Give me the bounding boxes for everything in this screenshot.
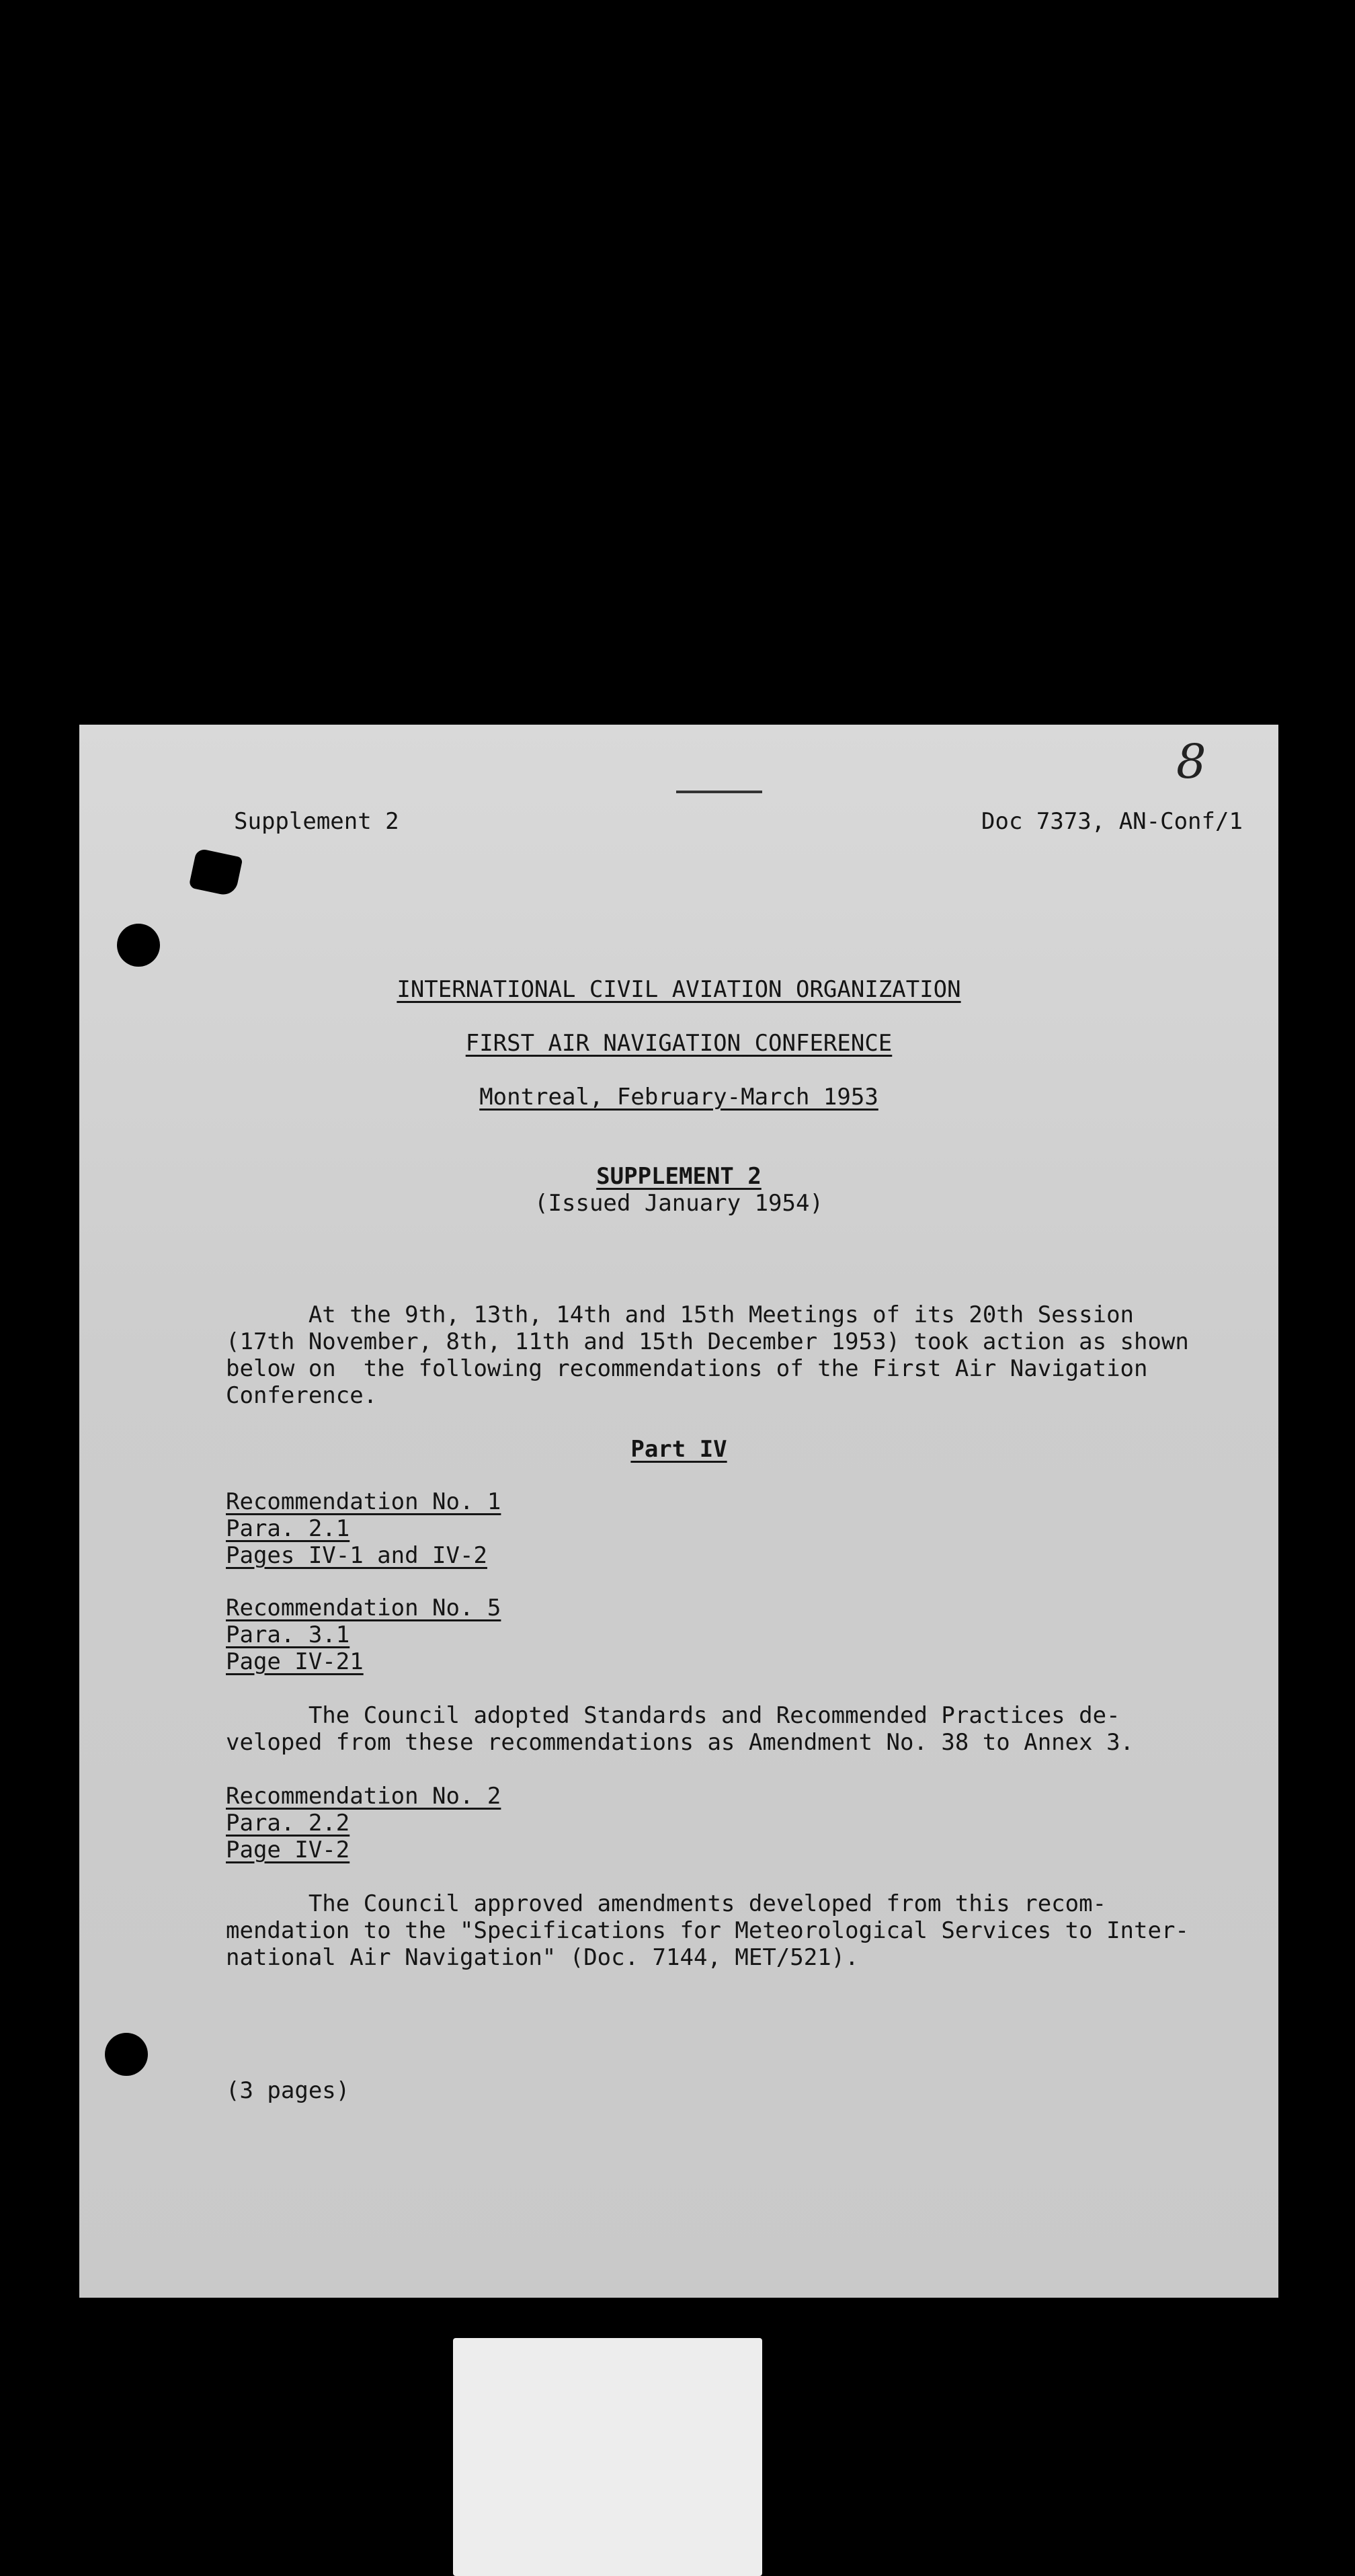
recommendation-group-3: [226, 1783, 501, 1863]
microfilm-target-card: [453, 2338, 762, 2576]
handwritten-page-number: 8: [1176, 734, 1206, 789]
recommendation-group-1: [226, 1488, 501, 1569]
recommendation-pages: Pages IV-1 and IV-2: [226, 1542, 487, 1569]
action-line: mendation to the "Specifications for Meteorological Services to Inter-: [226, 1917, 1189, 1944]
recommendation-para: Para. 2.1: [226, 1515, 350, 1542]
page-count: (3 pages): [226, 2077, 350, 2104]
recommendation-pages: Page IV-2: [226, 1837, 350, 1863]
top-dash-mark: [676, 791, 762, 793]
recommendation-title: Recommendation No. 2: [226, 1783, 501, 1810]
action-line: national Air Navigation" (Doc. 7144, MET/521).: [226, 1944, 859, 1971]
header-right: Doc 7373, AN-Conf/1: [981, 808, 1243, 835]
intro-line: Conference.: [226, 1382, 378, 1409]
paper-clip-mark: [189, 848, 243, 897]
punch-hole-bottom: [105, 2033, 148, 2076]
action-line: The Council adopted Standards and Recommended Practices de-: [226, 1702, 1120, 1729]
recommendation-title: Recommendation No. 5: [226, 1595, 501, 1621]
recommendation-pages: Page IV-21: [226, 1648, 364, 1675]
punch-hole-top: [117, 924, 160, 967]
action-paragraph-2: [226, 1890, 1189, 1971]
document-page: [79, 725, 1278, 2298]
action-line: The Council approved amendments developed from this recom-: [226, 1890, 1107, 1917]
action-line: veloped from these recommendations as Amendment No. 38 to Annex 3.: [226, 1729, 1135, 1756]
conference-title: FIRST AIR NAVIGATION CONFERENCE: [465, 1030, 893, 1057]
recommendation-group-2: [226, 1595, 501, 1675]
intro-paragraph: [226, 1301, 1189, 1409]
issued-date: (Issued January 1954): [534, 1190, 823, 1217]
recommendation-title: Recommendation No. 1: [226, 1488, 501, 1515]
location-date: Montreal, February-March 1953: [479, 1084, 878, 1111]
part-heading: Part IV: [630, 1436, 727, 1463]
recommendation-para: Para. 2.2: [226, 1810, 350, 1837]
recommendation-para: Para. 3.1: [226, 1621, 350, 1648]
action-paragraph-1: [226, 1702, 1169, 1756]
intro-line: (17th November, 8th, 11th and 15th December 1953) took action as shown: [226, 1328, 1189, 1355]
header-left: Supplement 2: [234, 808, 399, 835]
org-title: INTERNATIONAL CIVIL AVIATION ORGANIZATION: [397, 976, 961, 1003]
supplement-title: SUPPLEMENT 2: [596, 1163, 762, 1190]
intro-line: At the 9th, 13th, 14th and 15th Meetings of its 20th Session: [226, 1301, 1135, 1328]
intro-line: below on the following recommendations of the First Air Navigation: [226, 1355, 1148, 1382]
